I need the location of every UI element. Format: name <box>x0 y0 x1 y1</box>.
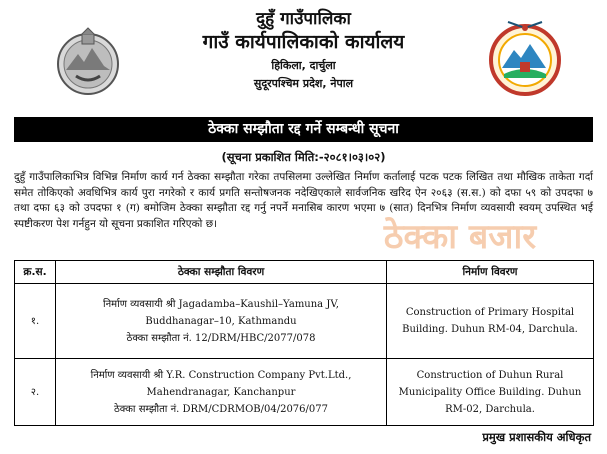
contract-number: ठेक्का सम्झौता नं. 12/DRM/HBC/2077/078 <box>126 332 316 344</box>
contractor-address: Buddhanagar–10, Kathmandu <box>145 315 297 327</box>
contract-number: ठेक्का सम्झौता नं. DRM/CDRMOB/04/2076/077 <box>113 403 328 415</box>
work-line: Construction of Duhun Rural <box>416 369 564 381</box>
province-name: सुदूरपश्चिम प्रदेश, नेपाल <box>253 77 354 90</box>
work-line: RM-02, Darchula. <box>445 403 535 415</box>
header-contract-details: ठेक्का सम्झौता विवरण <box>56 261 387 284</box>
contractor-line: निर्माण व्यवसायी श्री Jagadamba–Kaushil–Yamuna JV, <box>102 298 339 310</box>
contractor-address: Mahendranagar, Kanchanpur <box>146 386 296 398</box>
work-line: Construction of Primary Hospital <box>405 307 575 318</box>
contractor-line: निर्माण व्यवसायी श्री Y.R. Construction Company Pvt.Ltd., <box>90 369 352 381</box>
row-construction-details <box>387 284 594 359</box>
contracts-table <box>14 260 594 426</box>
published-date: (सूचना प्रकाशित मिति:-२०८१।०३।०२) <box>221 150 386 164</box>
header-construction-details: निर्माण विवरण <box>387 261 594 284</box>
row-construction-details <box>387 359 594 426</box>
work-line: Municipality Office Building. Duhun <box>398 386 582 398</box>
header-serial: क्र.स. <box>15 261 56 284</box>
table-row <box>15 284 594 359</box>
watermark-text: ठेक्का बजार <box>383 217 537 257</box>
table-row <box>15 359 594 426</box>
office-address: हिकिला, दार्चुला <box>271 59 336 72</box>
municipality-name: दुहुँ गाउँपालिका <box>256 9 351 29</box>
table-header-row <box>15 261 594 284</box>
signoff: प्रमुख प्रशासकीय अधिकृत <box>482 430 591 444</box>
row-contract-details <box>56 284 387 359</box>
notice-body: दुहुँ गाउँपालिकाभित्र विभिन्न निर्माण कार्य गर्न ठेक्का सम्झौता गरेका तपसिलमा उल्लेखित निर्माण कर्तालाई पटक पटक लिखित तथा मौखिक ताकेता गर्दा समेत तोकिएको अवधिभित्र कार्य पुरा नगरेको र कार्य प्रगति सन्तोषजनक नदेखिएकाले सार्वजनिक खरिद ऐन २०६३ (स.स.) को दफा ५९ को उपदफा ७ तथा दफा ६३ को उपदफा १ (ग) बमोजिम ठेक्का सम्झौता रद्द गर्नु नपर्ने मनासिब कारण भएमा ७ (सात) दिनभित्र निर्माण व्यवसायी स्वयम् उपस्थित भई स्पष्टीकरण पेश गर्नहुन यो सूचना प्रकाशित गरिएको छ। <box>14 171 593 230</box>
row-serial: १. <box>15 284 56 359</box>
notice-title: ठेक्का सम्झौता रद्द गर्ने सम्बन्धी सूचना <box>14 117 593 142</box>
row-contract-details <box>56 359 387 426</box>
work-line: Building. Duhun RM-04, Darchula. <box>402 324 578 335</box>
office-name: गाउँ कार्यपालिकाको कार्यालय <box>202 31 405 53</box>
row-serial: २. <box>15 359 56 426</box>
